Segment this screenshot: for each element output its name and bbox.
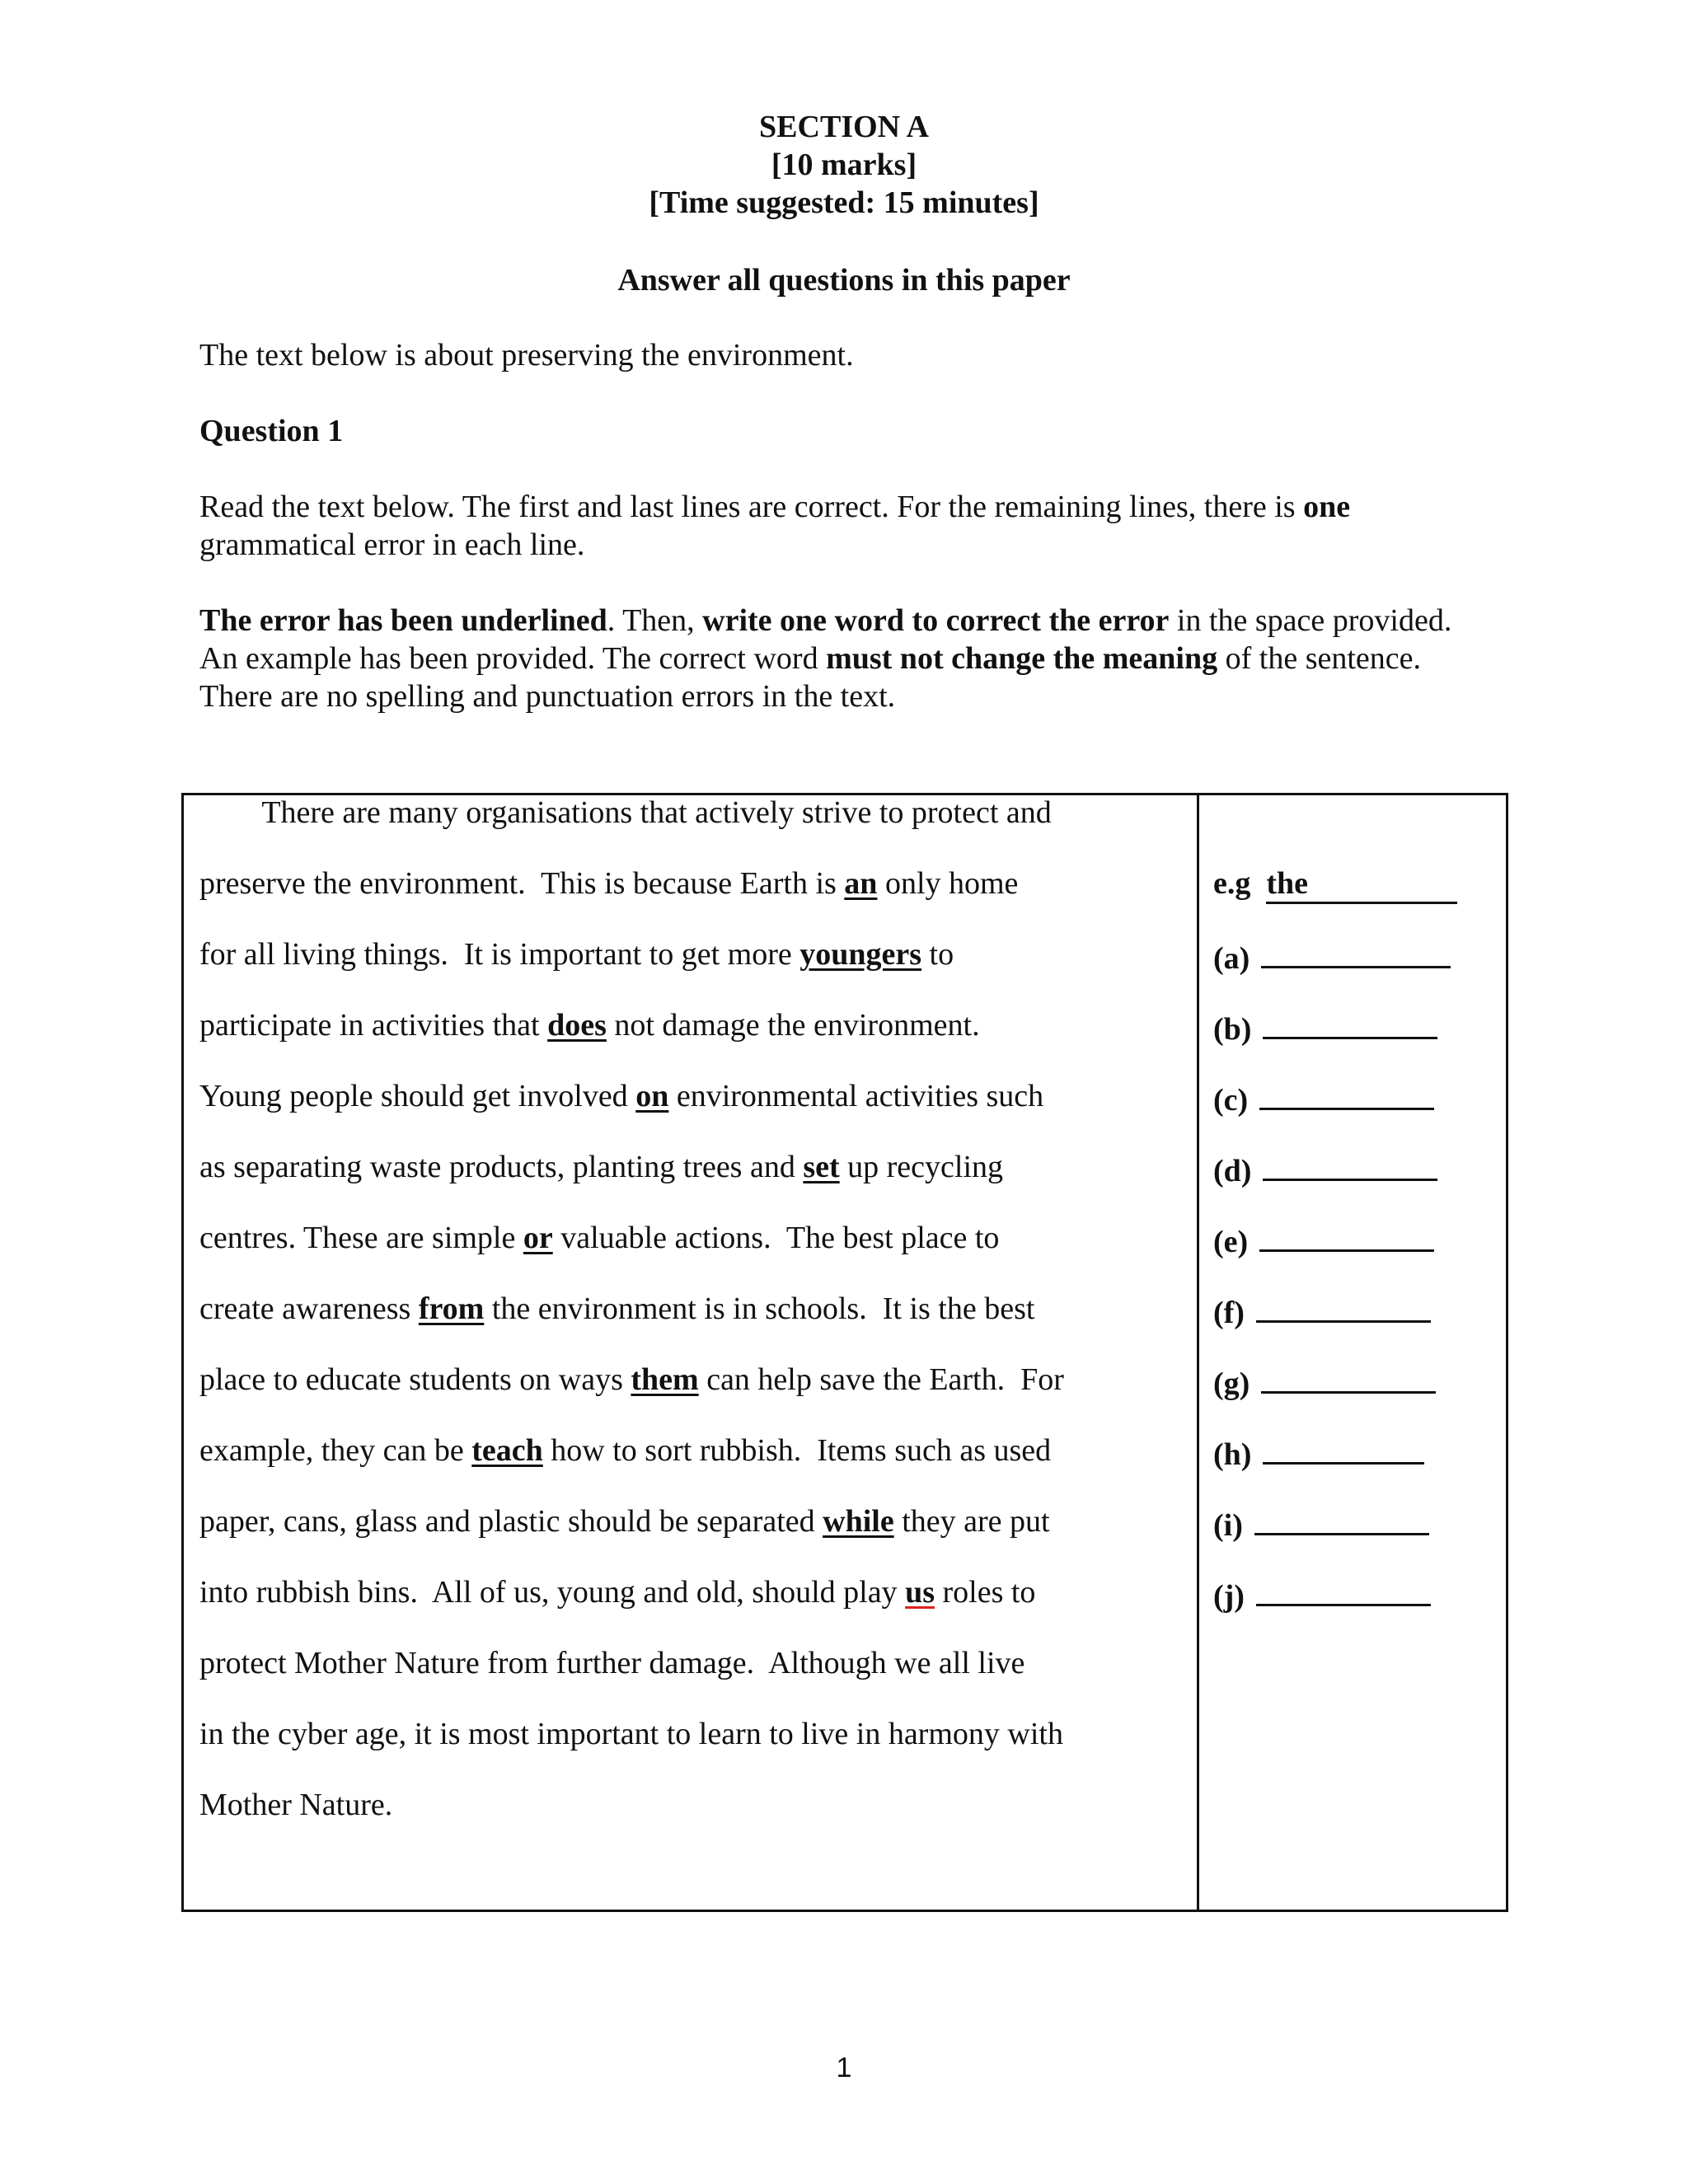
passage-line: example, they can be teach how to sort rubbish. Items such as used bbox=[199, 1433, 1052, 1468]
example-answer-line: the bbox=[1266, 865, 1457, 904]
passage-line: preserve the environment. This is because Earth is an only home bbox=[199, 866, 1019, 901]
answer-d: (d) bbox=[1213, 1149, 1437, 1189]
answer-e: (e) bbox=[1213, 1220, 1434, 1260]
passage-line: centres. These are simple or valuable actions. The best place to bbox=[199, 1221, 1000, 1255]
passage-line: place to educate students on ways them can help save the Earth. For bbox=[199, 1362, 1064, 1397]
error-word: an bbox=[844, 866, 878, 901]
answer-j: (j) bbox=[1213, 1574, 1431, 1615]
passage-line: Mother Nature. bbox=[199, 1788, 393, 1822]
passage-line: as separating waste products, planting trees and set up recycling bbox=[199, 1150, 1004, 1184]
answer-blank-i[interactable] bbox=[1254, 1503, 1429, 1535]
answer-blank-d[interactable] bbox=[1263, 1149, 1437, 1181]
passage-line: for all living things. It is important to get more youngers to bbox=[199, 937, 954, 972]
instruction-paragraph-2: The error has been underlined. Then, write one word to correct the error in the space provided. An example has been provided. The correct word must not change the meaning of the sentence. There are no spelling and punctuation errors in the text. bbox=[199, 603, 1452, 714]
error-word: while bbox=[823, 1504, 894, 1539]
passage-line: in the cyber age, it is most important to learn to live in harmony with bbox=[199, 1717, 1063, 1751]
error-word: from bbox=[418, 1291, 485, 1326]
answer-blank-e[interactable] bbox=[1259, 1220, 1434, 1252]
passage-line: into rubbish bins. All of us, young and old, should play us roles to bbox=[199, 1575, 1036, 1610]
answer-all-instruction: Answer all questions in this paper bbox=[617, 263, 1071, 298]
error-word: set bbox=[803, 1150, 840, 1184]
answer-c: (c) bbox=[1213, 1078, 1434, 1118]
question-label: Question 1 bbox=[199, 414, 344, 448]
error-word: does bbox=[547, 1008, 607, 1043]
passage-line: Young people should get involved on environmental activities such bbox=[199, 1079, 1044, 1113]
answer-blank-f[interactable] bbox=[1256, 1291, 1431, 1323]
answer-blank-c[interactable] bbox=[1259, 1078, 1434, 1110]
intro-text: The text below is about preserving the environment. bbox=[199, 338, 854, 373]
answer-blank-h[interactable] bbox=[1263, 1432, 1424, 1465]
time-suggested: [Time suggested: 15 minutes] bbox=[649, 185, 1039, 220]
answer-b: (b) bbox=[1213, 1007, 1437, 1047]
answer-example: e.g the bbox=[1213, 865, 1457, 904]
answer-blank-j[interactable] bbox=[1256, 1574, 1431, 1606]
error-word: youngers bbox=[799, 937, 922, 972]
passage-line: create awareness from the environment is in schools. It is the best bbox=[199, 1291, 1035, 1326]
error-word: us bbox=[905, 1575, 935, 1610]
answer-f: (f) bbox=[1213, 1291, 1431, 1331]
passage-line: paper, cans, glass and plastic should be separated while they are put bbox=[199, 1504, 1050, 1539]
column-divider bbox=[1197, 793, 1199, 1912]
answer-h: (h) bbox=[1213, 1432, 1424, 1473]
answer-g: (g) bbox=[1213, 1361, 1436, 1402]
page-number: 1 bbox=[836, 2052, 852, 2083]
error-word: or bbox=[523, 1221, 553, 1255]
section-title: SECTION A bbox=[759, 110, 929, 144]
passage-line: There are many organisations that actively strive to protect and bbox=[199, 795, 1052, 830]
error-word: teach bbox=[471, 1433, 543, 1468]
answer-blank-a[interactable] bbox=[1261, 936, 1451, 968]
error-word: on bbox=[635, 1079, 669, 1113]
instruction-paragraph-1: Read the text below. The first and last lines are correct. For the remaining lines, there is one grammatical error in each line. bbox=[199, 490, 1351, 562]
answer-blank-b[interactable] bbox=[1263, 1007, 1437, 1039]
answer-blank-g[interactable] bbox=[1261, 1361, 1436, 1394]
passage-line: participate in activities that does not damage the environment. bbox=[199, 1008, 980, 1043]
passage-line: protect Mother Nature from further damage. Although we all live bbox=[199, 1646, 1025, 1680]
error-word: them bbox=[631, 1362, 699, 1397]
section-marks: [10 marks] bbox=[771, 148, 917, 182]
answer-i: (i) bbox=[1213, 1503, 1429, 1544]
answer-a: (a) bbox=[1213, 936, 1451, 977]
